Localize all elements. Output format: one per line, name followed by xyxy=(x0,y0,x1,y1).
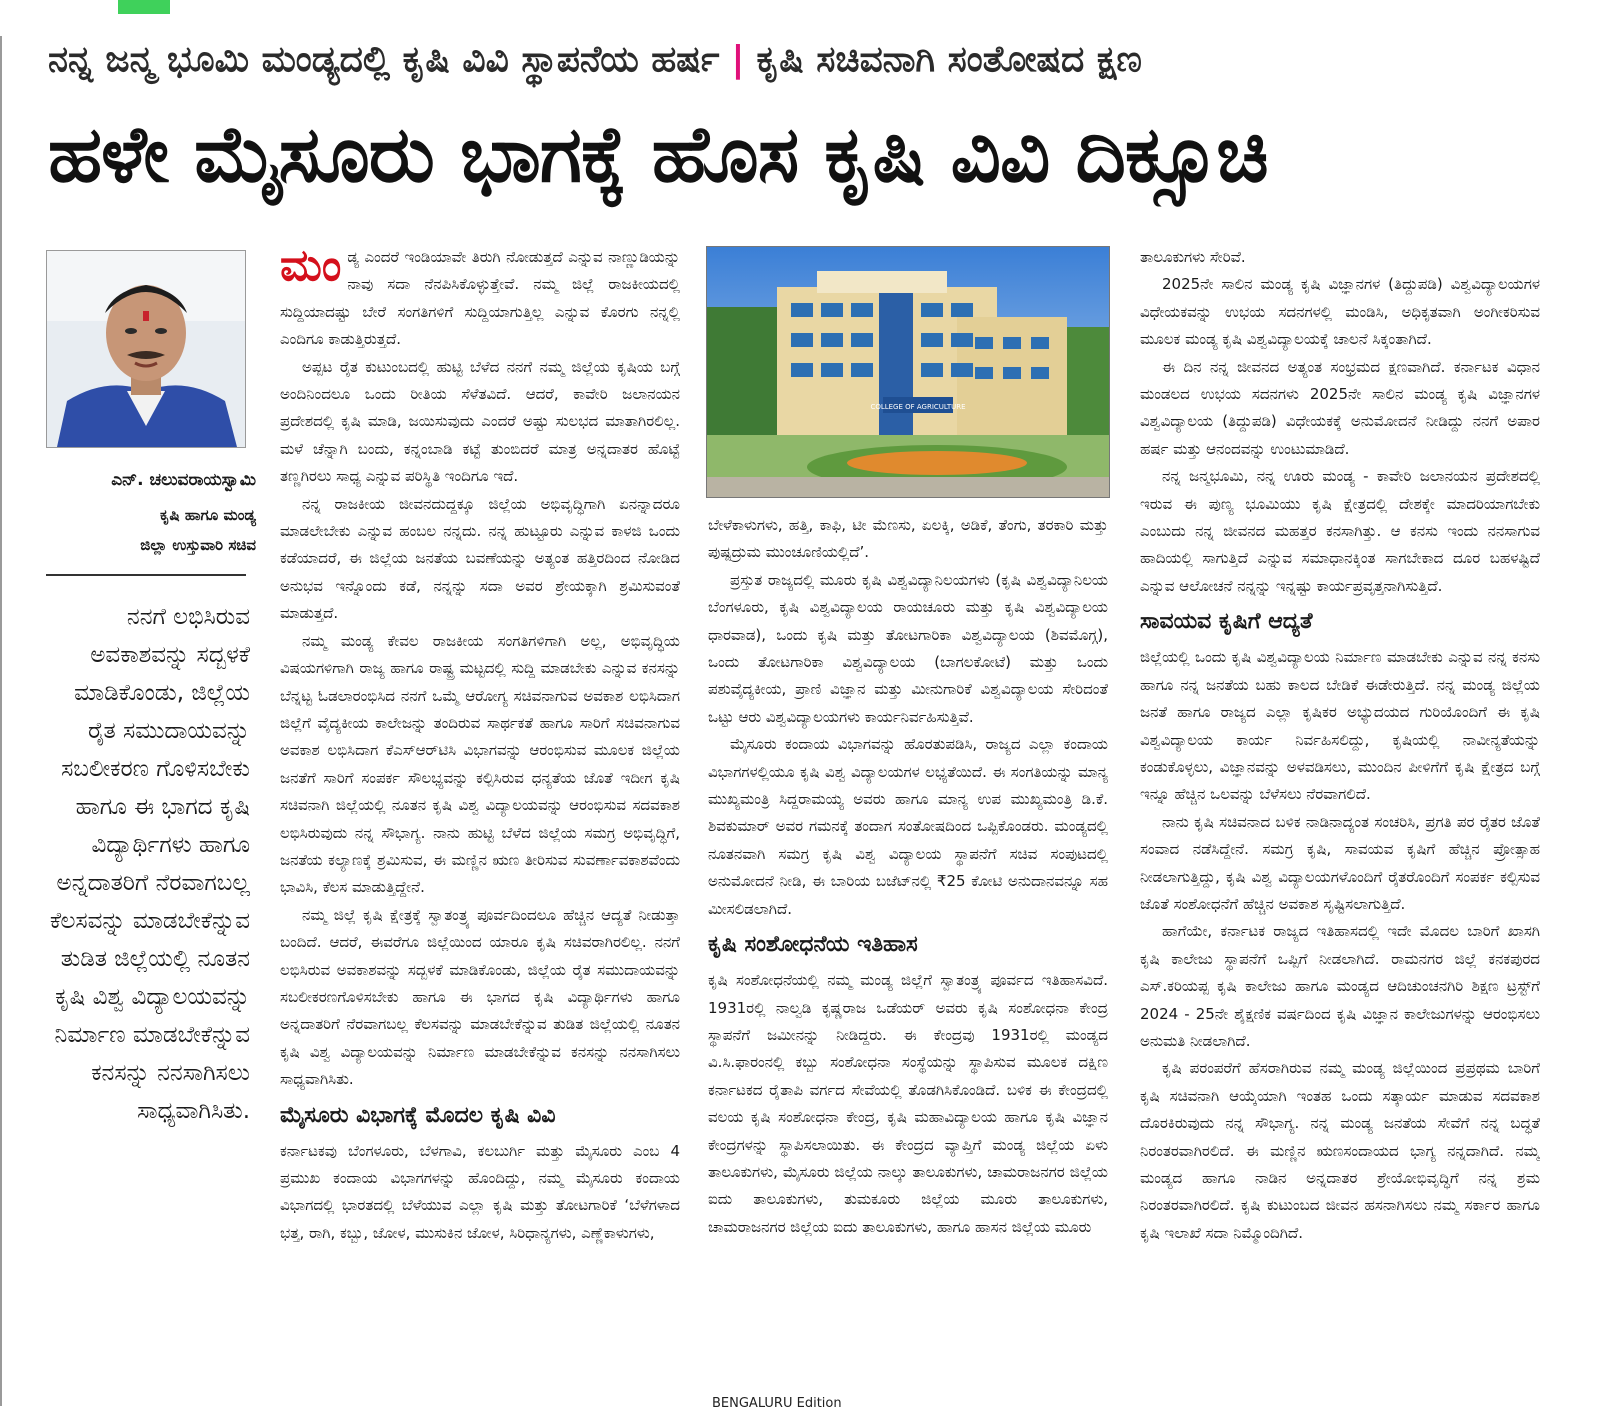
paragraph: ಬೇಳೆಕಾಳುಗಳು, ಹತ್ತಿ, ಕಾಫಿ, ಟೀ ಮೆಣಸು, ಏಲಕ್ಕಿ, ಅಡಿಕೆ, ತೆಂಗು, ತರಕಾರಿ ಮತ್ತು ಪುಷ್ಪದ್ರುಮ ಮುಂಚೂಣಿಯಲ್ಲಿದೆ’. xyxy=(708,516,1108,562)
subheading: ಮೈಸೂರು ವಿಭಾಗಕ್ಕೆ ಮೊದಲ ಕೃಷಿ ವಿವಿ xyxy=(280,1102,556,1128)
paragraph: ನನ್ನ ರಾಜಕೀಯ ಜೀವನದುದ್ದಕ್ಕೂ ಜಿಲ್ಲೆಯ ಅಭಿವೃದ್ಧಿಗಾಗಿ ಏನನ್ನಾದರೂ ಮಾಡಲೇಬೇಕು ಎನ್ನುವ ಹಂಬಲ ನನ್ನದು. ನನ್ನ ಹುಟ್ಟೂರು ಎನ್ನುವ ಕಾಳಜಿ ಒಂದು ಕಡೆಯಾದರೆ, ಈ ಜಿಲ್ಲೆಯ ಜನತೆಯ ಬವಣೆಯನ್ನು ಅತ್ಯಂತ ಹತ್ತಿರದಿಂದ ನೋಡಿದ ಅನುಭವ ಇನ್ನೊಂದು ಕಡೆ, ನನ್ನನ್ನು ಸದಾ ಅವರ ಶ್ರೇಯಕ್ಕಾಗಿ ಶ್ರಮಿಸುವಂತೆ ಮಾಡುತ್ತದೆ. xyxy=(280,494,680,623)
drop-cap: ಮಂ xyxy=(280,244,342,291)
section-color-tab xyxy=(118,0,170,14)
paragraph: ತಾಲೂಕುಗಳು ಸೇರಿವೆ. xyxy=(1140,248,1246,266)
paragraph: ಪ್ರಸ್ತುತ ರಾಜ್ಯದಲ್ಲಿ ಮೂರು ಕೃಷಿ ವಿಶ್ವವಿದ್ಯಾನಿಲಯಗಳು (ಕೃಷಿ ವಿಶ್ವವಿದ್ಯಾನಿಲಯ ಬೆಂಗಳೂರು, ಕೃಷಿ ವಿಶ್ವವಿದ್ಯಾಲಯ ರಾಯಚೂರು ಮತ್ತು ಕೃಷಿ ವಿಶ್ವವಿದ್ಯಾಲಯ ಧಾರವಾಡ), ಒಂದು ಕೃಷಿ ಮತ್ತು ತೋಟಗಾರಿಕಾ ವಿಶ್ವವಿದ್ಯಾಲಯ (ಶಿವಮೊಗ್ಗ), ಒಂದು ತೋಟಗಾರಿಕಾ ವಿಶ್ವವಿದ್ಯಾಲಯ (ಬಾಗಲಕೋಟೆ) ಮತ್ತು ಒಂದು ಪಶುವೈದ್ಯಕೀಯ, ಪ್ರಾಣಿ ವಿಜ್ಞಾನ ಮತ್ತು ಮೀನುಗಾರಿಕೆ ವಿಶ್ವವಿದ್ಯಾಲಯ ಸೇರಿದಂತೆ ಒಟ್ಟು ಆರು ವಿಶ್ವವಿದ್ಯಾಲಯಗಳು ಕಾರ್ಯನಿರ್ವಹಿಸುತ್ತಿವೆ. xyxy=(708,570,1108,726)
paragraph: ಕೃಷಿ ಸಂಶೋಧನೆಯಲ್ಲಿ ನಮ್ಮ ಮಂಡ್ಯ ಜಿಲ್ಲೆಗೆ ಸ್ವಾತಂತ್ರ್ಯ ಪೂರ್ವದ ಇತಿಹಾಸವಿದೆ. 1931ರಲ್ಲಿ ನಾಲ್ವಡಿ ಕೃಷ್ಣರಾಜ ಒಡೆಯರ್ ಅವರು ಕೃಷಿ ಸಂಶೋಧನಾ ಕೇಂದ್ರ ಸ್ಥಾಪನೆಗೆ ಜಮೀನನ್ನು ನೀಡಿದ್ದರು. ಈ ಕೇಂದ್ರವು 1931ರಲ್ಲಿ ಮಂಡ್ಯದ ವಿ.ಸಿ.ಫಾರಂನಲ್ಲಿ ಕಬ್ಬು ಸಂಶೋಧನಾ ಸಂಸ್ಥೆಯನ್ನು ಸ್ಥಾಪಿಸುವ ಮೂಲಕ ದಕ್ಷಿಣ ಕರ್ನಾಟಕದ ರೈತಾಪಿ ವರ್ಗದ ಸೇವೆಯಲ್ಲಿ ತೊಡಗಿಸಿಕೊಂಡಿದೆ. ಬಳಿಕ ಈ ಕೇಂದ್ರದಲ್ಲಿ ವಲಯ ಕೃಷಿ ಸಂಶೋಧನಾ ಕೇಂದ್ರ, ಕೃಷಿ ಮಹಾವಿದ್ಯಾಲಯ ಹಾಗೂ ಕೃಷಿ ವಿಜ್ಞಾನ ಕೇಂದ್ರಗಳನ್ನು ಸ್ಥಾಪಿಸಲಾಯಿತು. ಈ ಕೇಂದ್ರದ ವ್ಯಾಪ್ತಿಗೆ ಮಂಡ್ಯ ಜಿಲ್ಲೆಯ ಏಳು ತಾಲೂಕುಗಳು, ಮೈಸೂರು ಜಿಲ್ಲೆಯ ನಾಲ್ಕು ತಾಲೂಕುಗಳು, ಚಾಮರಾಜನಗರ ಜಿಲ್ಲೆಯ ಐದು ತಾಲೂಕುಗಳು, ತುಮಕೂರು ಜಿಲ್ಲೆಯ ಮೂರು ತಾಲೂಕುಗಳು, ಚಾಮರಾಜನಗರ ಜಿಲ್ಲೆಯ ಐದು ತಾಲೂಕುಗಳು, ಹಾಗೂ ಹಾಸನ ಜಿಲ್ಲೆಯ ಮೂರು xyxy=(708,971,1108,1236)
kicker-line xyxy=(48,30,1568,90)
author-role xyxy=(46,500,256,560)
author-role-line2: ಜಿಲ್ಲಾ ಉಸ್ತುವಾರಿ ಸಚಿವ xyxy=(140,536,256,554)
article-column-3 xyxy=(1140,244,1540,1374)
subheading: ಕೃಷಿ ಸಂಶೋಧನೆಯ ಇತಿಹಾಸ xyxy=(708,932,918,958)
paragraph: ನಾನು ಕೃಷಿ ಸಚಿವನಾದ ಬಳಿಕ ನಾಡಿನಾದ್ಯಂತ ಸಂಚರಿಸಿ, ಪ್ರಗತಿ ಪರ ರೈತರ ಜೊತೆ ಸಂವಾದ ನಡೆಸಿದ್ದೇನೆ. ಸಮಗ್ರ ಕೃಷಿ, ಸಾವಯವ ಕೃಷಿಗೆ ಹೆಚ್ಚಿನ ಪ್ರೋತ್ಸಾಹ ನೀಡಲಾಗುತ್ತಿದ್ದು, ಕೃಷಿ ವಿಶ್ವ ವಿದ್ಯಾಲಯಗಳೊಂದಿಗೆ ರೈತರೊಂದಿಗೆ ಸಂಪರ್ಕ ಕಲ್ಪಿಸುವ ಜೊತೆ ಸಂಶೋಧನೆಗೆ ಹೆಚ್ಚಿನ ಅವಕಾಶ ಸೃಷ್ಟಿಸಲಾಗುತ್ತಿದೆ. xyxy=(1140,812,1540,913)
article-column-1 xyxy=(280,244,680,1364)
lead-paragraph xyxy=(280,244,680,354)
paragraph: ನಮ್ಮ ಜಿಲ್ಲೆ ಕೃಷಿ ಕ್ಷೇತ್ರಕ್ಕೆ ಸ್ವಾತಂತ್ರ್ಯ ಪೂರ್ವದಿಂದಲೂ ಹೆಚ್ಚಿನ ಆದ್ಯತೆ ನೀಡುತ್ತಾ ಬಂದಿದೆ. ಆದರೆ, ಈವರೆಗೂ ಜಿಲ್ಲೆಯಿಂದ ಯಾರೂ ಕೃಷಿ ಸಚಿವರಾಗಿರಲಿಲ್ಲ. ನನಗೆ ಲಭಿಸಿರುವ ಅವಕಾಶವನ್ನು ಸದ್ಬಳಕೆ ಮಾಡಿಕೊಂಡು, ಜಿಲ್ಲೆಯ ರೈತ ಸಮುದಾಯವನ್ನು ಸಬಲೀಕರಣಗೊಳಿಸಬೇಕು ಹಾಗೂ ಈ ಭಾಗದ ಕೃಷಿ ವಿದ್ಯಾರ್ಥಿಗಳು ಹಾಗೂ ಅನ್ನದಾತರಿಗೆ ನೆರವಾಗಬಲ್ಲ ಕೆಲಸವನ್ನು ಮಾಡಬೇಕೆನ್ನುವ ತುಡಿತ ಜಿಲ್ಲೆಯಲ್ಲಿ ನೂತನ ಕೃಷಿ ವಿಶ್ವ ವಿದ್ಯಾಲಯವನ್ನು ನಿರ್ಮಾಣ ಮಾಡಬೇಕೆನ್ನುವ ಕನಸನ್ನು ನನಸಾಗಿಸಲು ಸಾಧ್ಯವಾಗಿಸಿತು. xyxy=(280,905,680,1089)
paragraph: ನಮ್ಮ ಮಂಡ್ಯ ಕೇವಲ ರಾಜಕೀಯ ಸಂಗತಿಗಳಿಗಾಗಿ ಅಲ್ಲ, ಅಭಿವೃದ್ಧಿಯ ವಿಷಯಗಳಿಗಾಗಿ ರಾಜ್ಯ ಹಾಗೂ ರಾಷ್ಟ್ರ ಮಟ್ಟದಲ್ಲಿ ಸುದ್ದಿ ಮಾಡಬೇಕು ಎನ್ನುವ ಕನಸನ್ನು ಬೆನ್ನಟ್ಟ ಓಡಲಾರಂಭಿಸಿದ ನನಗೆ ಒಮ್ಮೆ ಆರೋಗ್ಯ ಸಚಿವನಾಗುವ ಅವಕಾಶ ಲಭಿಸಿದಾಗ ಜಿಲ್ಲೆಗೆ ವೈದ್ಯಕೀಯ ಕಾಲೇಜನ್ನು ತಂದಿರುವ ಸಾರ್ಥಕತೆ ಹಾಗೂ ಸಾರಿಗೆ ಸಚಿವನಾಗುವ ಅವಕಾಶ ಲಭಿಸಿದಾಗ ಕೆಎಸ್‌ಆರ್‌ಟಿಸಿ ವಿಭಾಗವನ್ನು ಆರಂಭಿಸುವ ಮೂಲಕ ಜಿಲ್ಲೆಯ ಜನತೆಗೆ ಸಾರಿಗೆ ಸಂಪರ್ಕ ಸೌಲಭ್ಯವನ್ನು ಕಲ್ಪಿಸಿರುವ ಧನ್ಯತೆಯ ಜೊತೆ ಇದೀಗ ಕೃಷಿ ಸಚಿವನಾಗಿ ಜಿಲ್ಲೆಯಲ್ಲಿ ನೂತನ ಕೃಷಿ ವಿಶ್ವ ವಿದ್ಯಾಲಯವನ್ನು ಆರಂಭಿಸುವ ಸದವಕಾಶ ಲಭಿಸಿರುವುದು ನನ್ನ ಸೌಭಾಗ್ಯ. ನಾನು ಹುಟ್ಟಿ ಬೆಳೆದ ಜಿಲ್ಲೆಯ ಸಮಗ್ರ ಅಭಿವೃದ್ಧಿಗೆ, ಜನತೆಯ ಕಲ್ಯಾಣಕ್ಕೆ ಶ್ರಮಿಸುವ, ಈ ಮಣ್ಣಿನ ಋಣ ತೀರಿಸುವ ಸುವರ್ಣಾವಕಾಶವೆಂದು ಭಾವಿಸಿ, ಕೆಲಸ ಮಾಡುತ್ತಿದ್ದೇನೆ. xyxy=(280,631,680,897)
kicker-separator: | xyxy=(731,39,745,80)
byline-divider xyxy=(46,574,246,576)
paragraph: ಕೃಷಿ ಪರಂಪರೆಗೆ ಹೆಸರಾಗಿರುವ ನಮ್ಮ ಮಂಡ್ಯ ಜಿಲ್ಲೆಯಿಂದ ಪ್ರಪ್ರಥಮ ಬಾರಿಗೆ ಕೃಷಿ ಸಚಿವನಾಗಿ ಆಯ್ಕೆಯಾಗಿ ಇಂತಹ ಒಂದು ಸತ್ಕಾರ್ಯ ಮಾಡುವ ಸದವಕಾಶ ದೊರಕಿರುವುದು ನನ್ನ ಸೌಭಾಗ್ಯ. ನನ್ನ ಮಂಡ್ಯ ಜನತೆಯ ಸೇವೆಗೆ ನನ್ನ ಬದ್ಧತೆ ನಿರಂತರವಾಗಿರಲಿದೆ. ಈ ಮಣ್ಣಿನ ಋಣಸಂದಾಯದ ಭಾಗ್ಯ ನನ್ನದಾಗಿದೆ. ನಮ್ಮ ಮಂಡ್ಯದ ಹಾಗೂ ನಾಡಿನ ಅನ್ನದಾತರ ಶ್ರೇಯೋಭಿವೃದ್ಧಿಗೆ ನನ್ನ ಶ್ರಮ ನಿರಂತರವಾಗಿರಲಿದೆ. ಕೃಷಿ ಕುಟುಂಬದ ಜೀವನ ಹಸನಾಗಿಸಲು ನಮ್ಮ ಸರ್ಕಾರ ಹಾಗೂ ಕೃಷಿ ಇಲಾಖೆ ಸದಾ ನಿಮ್ಮೊಂದಿಗಿದೆ. xyxy=(1140,1059,1540,1242)
edition-footer: BENGALURU Edition xyxy=(712,1396,842,1411)
author-portrait-illustration xyxy=(47,251,245,447)
paragraph: ಮೈಸೂರು ಕಂದಾಯ ವಿಭಾಗವನ್ನು ಹೊರತುಪಡಿಸಿ, ರಾಜ್ಯದ ಎಲ್ಲಾ ಕಂದಾಯ ವಿಭಾಗಗಳಲ್ಲಿಯೂ ಕೃಷಿ ವಿಶ್ವ ವಿದ್ಯಾಲಯಗಳ ಲಭ್ಯತೆಯಿದೆ. ಈ ಸಂಗತಿಯನ್ನು ಮಾನ್ಯ ಮುಖ್ಯಮಂತ್ರಿ ಸಿದ್ದರಾಮಯ್ಯ ಅವರು ಹಾಗೂ ಮಾನ್ಯ ಉಪ ಮುಖ್ಯಮಂತ್ರಿ ಡಿ.ಕೆ. ಶಿವಕುಮಾರ್ ಅವರ ಗಮನಕ್ಕೆ ತಂದಾಗ ಸಂತೋಷದಿಂದ ಒಪ್ಪಿಕೊಂಡರು. ಮಂಡ್ಯದಲ್ಲಿ ನೂತನವಾಗಿ ಸಮಗ್ರ ಕೃಷಿ ವಿಶ್ವ ವಿದ್ಯಾಲಯ ಸ್ಥಾಪನೆಗೆ ಸಚಿವ ಸಂಪುಟದಲ್ಲಿ ಅನುಮೋದನೆ ನೀಡಿ, ಈ ಬಾರಿಯ ಬಜೆಟ್‌ನಲ್ಲಿ ₹25 ಕೋಟಿ ಅನುದಾನವನ್ನೂ ಸಹ ಮೀಸಲಿಡಲಾಗಿದೆ. xyxy=(708,735,1108,918)
paragraph: 2025ನೇ ಸಾಲಿನ ಮಂಡ್ಯ ಕೃಷಿ ವಿಜ್ಞಾನಗಳ (ತಿದ್ದುಪಡಿ) ವಿಶ್ವವಿದ್ಯಾಲಯಗಳ ವಿಧೇಯಕವನ್ನು ಉಭಯ ಸದನಗಳಲ್ಲಿ ಮಂಡಿಸಿ, ಅಧಿಕೃತವಾಗಿ ಅಂಗೀಕರಿಸುವ ಮೂಲಕ ಮಂಡ್ಯ ಕೃಷಿ ವಿಶ್ವವಿದ್ಯಾಲಯಕ್ಕೆ ಚಾಲನೆ ಸಿಕ್ಕಂತಾಗಿದೆ. xyxy=(1140,275,1540,349)
article-column-2 xyxy=(708,512,1108,1392)
paragraph: ಈ ದಿನ ನನ್ನ ಜೀವನದ ಅತ್ಯಂತ ಸಂಭ್ರಮದ ಕ್ಷಣವಾಗಿದೆ. ಕರ್ನಾಟಕ ವಿಧಾನ ಮಂಡಲದ ಉಭಯ ಸದನಗಳು 2025ನೇ ಸಾಲಿನ ಮಂಡ್ಯ ಕೃಷಿ ವಿಜ್ಞಾನಗಳ ವಿಶ್ವವಿದ್ಯಾಲಯ (ತಿದ್ದುಪಡಿ) ವಿಧೇಯಕಕ್ಕೆ ಅನುಮೋದನೆ ನೀಡಿದ್ದು ನನಗೆ ಅಪಾರ ಹರ್ಷ ಮತ್ತು ಆನಂದವನ್ನು ಉಂಟುಮಾಡಿದೆ. xyxy=(1140,357,1540,458)
paragraph: ಜಿಲ್ಲೆಯಲ್ಲಿ ಒಂದು ಕೃಷಿ ವಿಶ್ವವಿದ್ಯಾಲಯ ನಿರ್ಮಾಣ ಮಾಡಬೇಕು ಎನ್ನುವ ನನ್ನ ಕನಸು ಹಾಗೂ ನನ್ನ ಜನತೆಯ ಬಹು ಕಾಲದ ಬೇಡಿಕೆ ಈಡೇರುತ್ತಿದೆ. ನನ್ನ ಮಂಡ್ಯ ಜಿಲ್ಲೆಯ ಜನತೆ ಹಾಗೂ ರಾಜ್ಯದ ಎಲ್ಲಾ ಕೃಷಿಕರ ಅಭ್ಯುದಯದ ಗುರಿಯೊಂದಿಗೆ ಈ ಕೃಷಿ ವಿಶ್ವವಿದ್ಯಾಲಯ ಕಾರ್ಯ ನಿರ್ವಹಿಸಲಿದ್ದು, ಕೃಷಿಯಲ್ಲಿ ನಾವೀನ್ಯತೆಯನ್ನು ಕಂಡುಕೊಳ್ಳಲು, ವಿಜ್ಞಾನವನ್ನು ಅಳವಡಿಸಲು, ಮುಂದಿನ ಪೀಳಿಗೆಗೆ ಕೃಷಿ ಕ್ಷೇತ್ರದ ಬಗ್ಗೆ ಇನ್ನೂ ಹೆಚ್ಚಿನ ಒಲವನ್ನು ಬೆಳೆಸಲು ನೆರವಾಗಲಿದೆ. xyxy=(1140,648,1540,804)
subheading: ಸಾವಯವ ಕೃಷಿಗೆ ಆದ್ಯತೆ xyxy=(1140,609,1313,635)
college-building-photo xyxy=(706,246,1110,498)
lead-paragraph-text: ಡ್ಯ ಎಂದರೆ ಇಂಡಿಯಾವೇ ತಿರುಗಿ ನೋಡುತ್ತದೆ ಎನ್ನುವ ನಾಣ್ಣುಡಿಯನ್ನು ನಾವು ಸದಾ ನೆನಪಿಸಿಕೊಳ್ಳುತ್ತೇವೆ. ನಮ್ಮ ಜಿಲ್ಲೆ ರಾಜಕೀಯದಲ್ಲಿ ಸುದ್ದಿಯಾದಷ್ಟು ಬೇರೆ ಸಂಗತಿಗಳಿಗೆ ಸುದ್ದಿಯಾಗುತ್ತಿಲ್ಲ ಎನ್ನುವ ಕೊರಗು ನನ್ನಲ್ಲಿ ಎಂದಿಗೂ ಕಾಡುತ್ತಿರುತ್ತದೆ. xyxy=(280,248,680,349)
paragraph: ಹಾಗೆಯೇ, ಕರ್ನಾಟಕ ರಾಜ್ಯದ ಇತಿಹಾಸದಲ್ಲಿ ಇದೇ ಮೊದಲ ಬಾರಿಗೆ ಖಾಸಗಿ ಕೃಷಿ ಕಾಲೇಜು ಸ್ಥಾಪನೆಗೆ ಒಪ್ಪಿಗೆ ನೀಡಲಾಗಿದೆ. ರಾಮನಗರ ಜಿಲ್ಲೆ ಕನಕಪುರದ ಎಸ್‌.ಕರಿಯಪ್ಪ ಕೃಷಿ ಕಾಲೇಜು ಹಾಗೂ ಮಂಡ್ಯದ ಆದಿಚುಂಚನಗಿರಿ ಶಿಕ್ಷಣ ಟ್ರಸ್ಟ್‌ಗೆ 2024 - 25ನೇ ಶೈಕ್ಷಣಿಕ ವರ್ಷದಿಂದ ಕೃಷಿ ವಿಜ್ಞಾನ ಕಾಲೇಜುಗಳನ್ನು ಆರಂಭಿಸಲು ಅನುಮತಿ ನೀಡಲಾಗಿದೆ. xyxy=(1140,922,1540,1050)
kicker-left: ನನ್ನ ಜನ್ಮ ಭೂಮಿ ಮಂಡ್ಯದಲ್ಲಿ ಕೃಷಿ ವಿವಿ ಸ್ಥಾಪನೆಯ ಹರ್ಷ xyxy=(48,39,720,80)
pull-quote: ನನಗೆ ಲಭಿಸಿರುವ ಅವಕಾಶವನ್ನು ಸದ್ಬಳಕೆ ಮಾಡಿಕೊಂಡು, ಜಿಲ್ಲೆಯ ರೈತ ಸಮುದಾಯವನ್ನು ಸಬಲೀಕರಣ ಗೊಳಿಸಬೇಕು ಹಾಗೂ ಈ ಭಾಗದ ಕೃಷಿ ವಿದ್ಯಾರ್ಥಿಗಳು ಹಾಗೂ ಅನ್ನದಾತರಿಗೆ ನೆರವಾಗಬಲ್ಲ ಕೆಲಸವನ್ನು ಮಾಡಬೇಕೆನ್ನುವ ತುಡಿತ ಜಿಲ್ಲೆಯಲ್ಲಿ ನೂತನ ಕೃಷಿ ವಿಶ್ವ ವಿದ್ಯಾಲಯವನ್ನು ನಿರ್ಮಾಣ ಮಾಡಬೇಕೆನ್ನುವ ಕನಸನ್ನು ನನಸಾಗಿಸಲು ಸಾಧ್ಯವಾಗಿಸಿತು. xyxy=(49,604,250,1124)
paragraph: ಕರ್ನಾಟಕವು ಬೆಂಗಳೂರು, ಬೆಳಗಾವಿ, ಕಲಬುರ್ಗಿ ಮತ್ತು ಮೈಸೂರು ಎಂಬ 4 ಪ್ರಮುಖ ಕಂದಾಯ ವಿಭಾಗಗಳನ್ನು ಹೊಂದಿದ್ದು, ನಮ್ಮ ಮೈಸೂರು ಕಂದಾಯ ವಿಭಾಗದಲ್ಲಿ ಭಾರತದಲ್ಲಿ ಬೆಳೆಯುವ ಎಲ್ಲಾ ಕೃಷಿ ಮತ್ತು ತೋಟಗಾರಿಕೆ ‘ಬೆಳೆಗಳಾದ ಭತ್ತ, ರಾಗಿ, ಕಬ್ಬು, ಜೋಳ, ಮುಸುಕಿನ ಜೋಳ, ಸಿರಿಧಾನ್ಯಗಳು, ಎಣ್ಣೆಕಾಳುಗಳು, xyxy=(280,1141,680,1242)
building-illustration xyxy=(707,247,1109,497)
building-sign-text: COLLEGE OF AGRICULTURE xyxy=(870,403,966,411)
author-photo xyxy=(46,250,246,448)
paragraph: ನನ್ನ ಜನ್ಮಭೂಮಿ, ನನ್ನ ಊರು ಮಂಡ್ಯ - ಕಾವೇರಿ ಜಲಾನಯನ ಪ್ರದೇಶದಲ್ಲಿ ಇರುವ ಈ ಪುಣ್ಯ ಭೂಮಿಯು ಕೃಷಿ ಕ್ಷೇತ್ರದಲ್ಲಿ ದೇಶಕ್ಕೇ ಮಾದರಿಯಾಗಬೇಕು ಎಂಬುದು ನನ್ನ ಜೀವನದ ಮಹತ್ತರ ಕನಸಾಗಿತ್ತು. ಆ ಕನಸು ಇಂದು ನನಸಾಗುವ ಹಾದಿಯಲ್ಲಿ ಸಾಗುತ್ತಿದೆ ಎನ್ನುವ ಸಮಾಧಾನಕ್ಕಿಂತ ಸಾಗಬೇಕಾದ ದೂರ ಬಹಳಷ್ಟಿದೆ ಎನ್ನುವ ಆಲೋಚನೆ ನನ್ನನ್ನು ಇನ್ನಷ್ಟು ಕಾರ್ಯಪ್ರವೃತ್ತನಾಗಿಸುತ್ತಿದೆ. xyxy=(1140,467,1540,595)
paragraph: ಅಪ್ಪಟ ರೈತ ಕುಟುಂಬದಲ್ಲಿ ಹುಟ್ಟಿ ಬೆಳೆದ ನನಗೆ ನಮ್ಮ ಜಿಲ್ಲೆಯ ಕೃಷಿಯ ಬಗ್ಗೆ ಅಂದಿನಿಂದಲೂ ಒಂದು ರೀತಿಯ ಸೆಳೆತವಿದೆ. ಆದರೆ, ಕಾವೇರಿ ಜಲಾನಯನ ಪ್ರದೇಶದಲ್ಲಿ ಕೃಷಿ ಮಾಡಿ, ಜಯಿಸುವುದು ಎಂದರೆ ಅಷ್ಟು ಸುಲಭದ ಮಾತಾಗಿರಲಿಲ್ಲ. ಮಳೆ ಚೆನ್ನಾಗಿ ಬಂದು, ಕನ್ನಂಬಾಡಿ ಕಟ್ಟೆ ತುಂಬಿದರೆ ಮಾತ್ರ ಅನ್ನದಾತರ ಹೊಟ್ಟೆ ತಣ್ಣಗಿರಲು ಸಾಧ್ಯ ಎನ್ನುವ ಪರಿಸ್ಥಿತಿ ಇಂದಿಗೂ ಇದೆ. xyxy=(280,357,680,486)
kicker-right: ಕೃಷಿ ಸಚಿವನಾಗಿ ಸಂತೋಷದ ಕ್ಷಣ xyxy=(756,39,1142,80)
author-role-line1: ಕೃಷಿ ಹಾಗೂ ಮಂಡ್ಯ xyxy=(159,506,256,524)
author-name: ಎನ್‌. ಚಲುವರಾಯಸ್ವಾಮಿ xyxy=(111,470,256,490)
page-edge-rule xyxy=(0,36,2,1406)
headline: ಹಳೇ ಮೈಸೂರು ಭಾಗಕ್ಕೆ ಹೊಸ ಕೃಷಿ ವಿವಿ ದಿಕ್ಸೂಚಿ xyxy=(48,110,1268,200)
